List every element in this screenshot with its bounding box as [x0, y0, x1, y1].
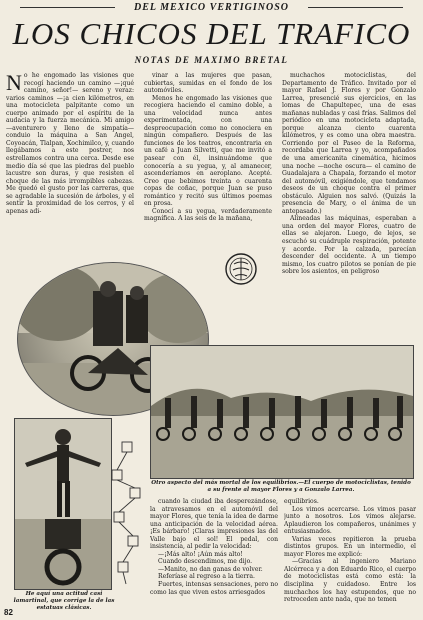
traffic-emblem-icon: [222, 252, 260, 286]
article-column-3: [282, 72, 416, 334]
page-number: 82: [4, 608, 13, 617]
paragraph: Conocí a su yegua, verdaderamente magnífica. A las seis de la mañana,: [144, 207, 272, 223]
main-photo-caption: Otro aspecto del más mortal de los equilibrios.—El cuerpo de motociclistas, tenido a su frente al mayor Flores y a Gonzalo Larrea.: [151, 480, 411, 493]
article-column-5: [284, 498, 416, 616]
standing-motorcyclist-photo: [14, 418, 112, 590]
headline: LOS CHICOS DEL TRAFICO: [12, 16, 411, 51]
paragraph: Varias veces repitieron la prueba distintos grupos. En un intermedio, el mayor Flores me explicó:: [284, 535, 416, 558]
paragraph: muchachos motociclistas, del Departamento de Tráfico. Invitado por el mayor Rafael J. Flores y por Gonzalo Larrea, presencié sus ejercicios, en las lomas de Chapultepec, una de esas mañanas nubladas y casi frías. Salimos del periódico en una motocicleta adaptada, porque alcanza ciento cuarenta kilómetros, y es como una obra maestra. Corriendo por el Paseo de la Reforma, recordaba que Larrea y yo, acompañados de una americanita cinemática, hicimos una noche —noche oscura— el camino de Guadalajara a Chapala, forzando el motor del automóvil, exigiéndole, que tendamos deseos de un choque contra el primer obstáculo. Alguien nos salvó. (Quizás la presencia de Mary, o el ánima de un antepasado.): [282, 72, 416, 215]
drop-cap: N: [6, 72, 22, 95]
paragraph: Menos he engomado las visiones que recogiera haciendo el camino doble, a una velocidad nunca antes experimentada, con una despreocupación como no conociera en ningún compañero. Después de las funciones de los teatros, encontraria en un café a Juan Silvetti, que me invitó a pasear con él, insinuándome que conocería a su yegua, y, al amanecer, ascenderíamos en aeroplano. Acepté. Creo que bebimos treinta o cuarenta copas de coñac, porque Juan se puso romántico y recitó sus últimos poemas en prosa.: [144, 94, 272, 208]
lead-text: o he engomado las visiones que recogí haciendo un camino —¡qué camino, señor!— sereno y veraz: varios caminos —¡a cien kilómetros, en una motocicleta palpitante como un cuerpo animado por el espíritu de la audacia y la fuerza mecánica. Mi amigo —aventurero y lleno de simpatía— conduio la máquina a San Angel, Coyoacán, Tlalpan, Xochimilco, y, cuando llegábamos a este postrer, nos estrellamos contra una cerca. Desde ese medio día sé que las piedras del pueblo lacustre son duras, y que resisten el choque de las más irrompibles cabezas. Me quedó el gusto por las carreras, que se agradable la sucesión de árboles, y el sentir la proximidad de los cerros, y el apenas adi-: [6, 72, 134, 215]
traffic-signal-diagram-icon: [108, 440, 146, 585]
paragraph: —Manito, no dan ganas de volver.: [158, 565, 263, 573]
motorcyclists-parade-photo: [150, 345, 414, 479]
left-photo-caption: He aquí una actitud casi lamartinal, que corrige la de las estatuas clásicas.: [13, 591, 115, 611]
paragraph: equilibrios.: [284, 498, 319, 505]
paragraph: —Gracias al ingeniero Mariano Alcérreca y a don Eduardo Rico, el cuerpo de motociclistas está como está: la disciplina y cuidadoso. Entre los muchachos los hay estupendos, que no retroceden ante nada, que no temen: [284, 558, 416, 604]
paragraph: Fuertes, intensas sensaciones, pero no como las que viven estos arriesgados: [150, 581, 278, 596]
byline: NOTAS DE MAXIMO BRETAL: [134, 55, 289, 65]
paragraph: Cuando descendimos, me dijo.: [158, 558, 253, 566]
paragraph: —¡Más alto! ¡Aún más alto!: [158, 550, 243, 558]
section-kicker: DEL MEXICO VERTIGINOSO: [134, 2, 289, 13]
paragraph: vinar a las mujeres que pasan, cubiertas, sumidas en el fondo de los automóviles.: [144, 72, 272, 95]
article-column-2: [144, 72, 272, 250]
paragraph: Los vimos acercarse. Los vimos pasar junto a nosotros. Los vimos alejarse. Aplaudieron los compañeros, unánimes y entusiasmados.: [284, 505, 416, 536]
article-column-4: [150, 498, 278, 616]
lead-paragraph: [6, 72, 134, 215]
paragraph: Alineadas las máquinas, esperaban a una orden del mayor Flores, cuatro de ellas se alejaron. Luego, de lejos, se escuchó su cuádruple respiración, potente y acorde. Por la calzada, parecían descender del occidente. A un tiempo mismo, los cuatro pilotos se ponían de pie sobre los asientos, en peligroso: [282, 215, 416, 276]
paragraph: cuando la ciudad iba desperezándose, la atravesamos en el automóvil del mayor Flores, que tenía la idea de darme una anticipación de la velocidad aérea. ¡Es bárbaro! ¡Claras impresiones las del Valle bajo el sol! El pedal, con insistencia, al pedir la velocidad:: [150, 498, 278, 551]
article-column-1: [6, 72, 134, 250]
paragraph: Referíase al regreso a la tierra.: [158, 573, 255, 581]
